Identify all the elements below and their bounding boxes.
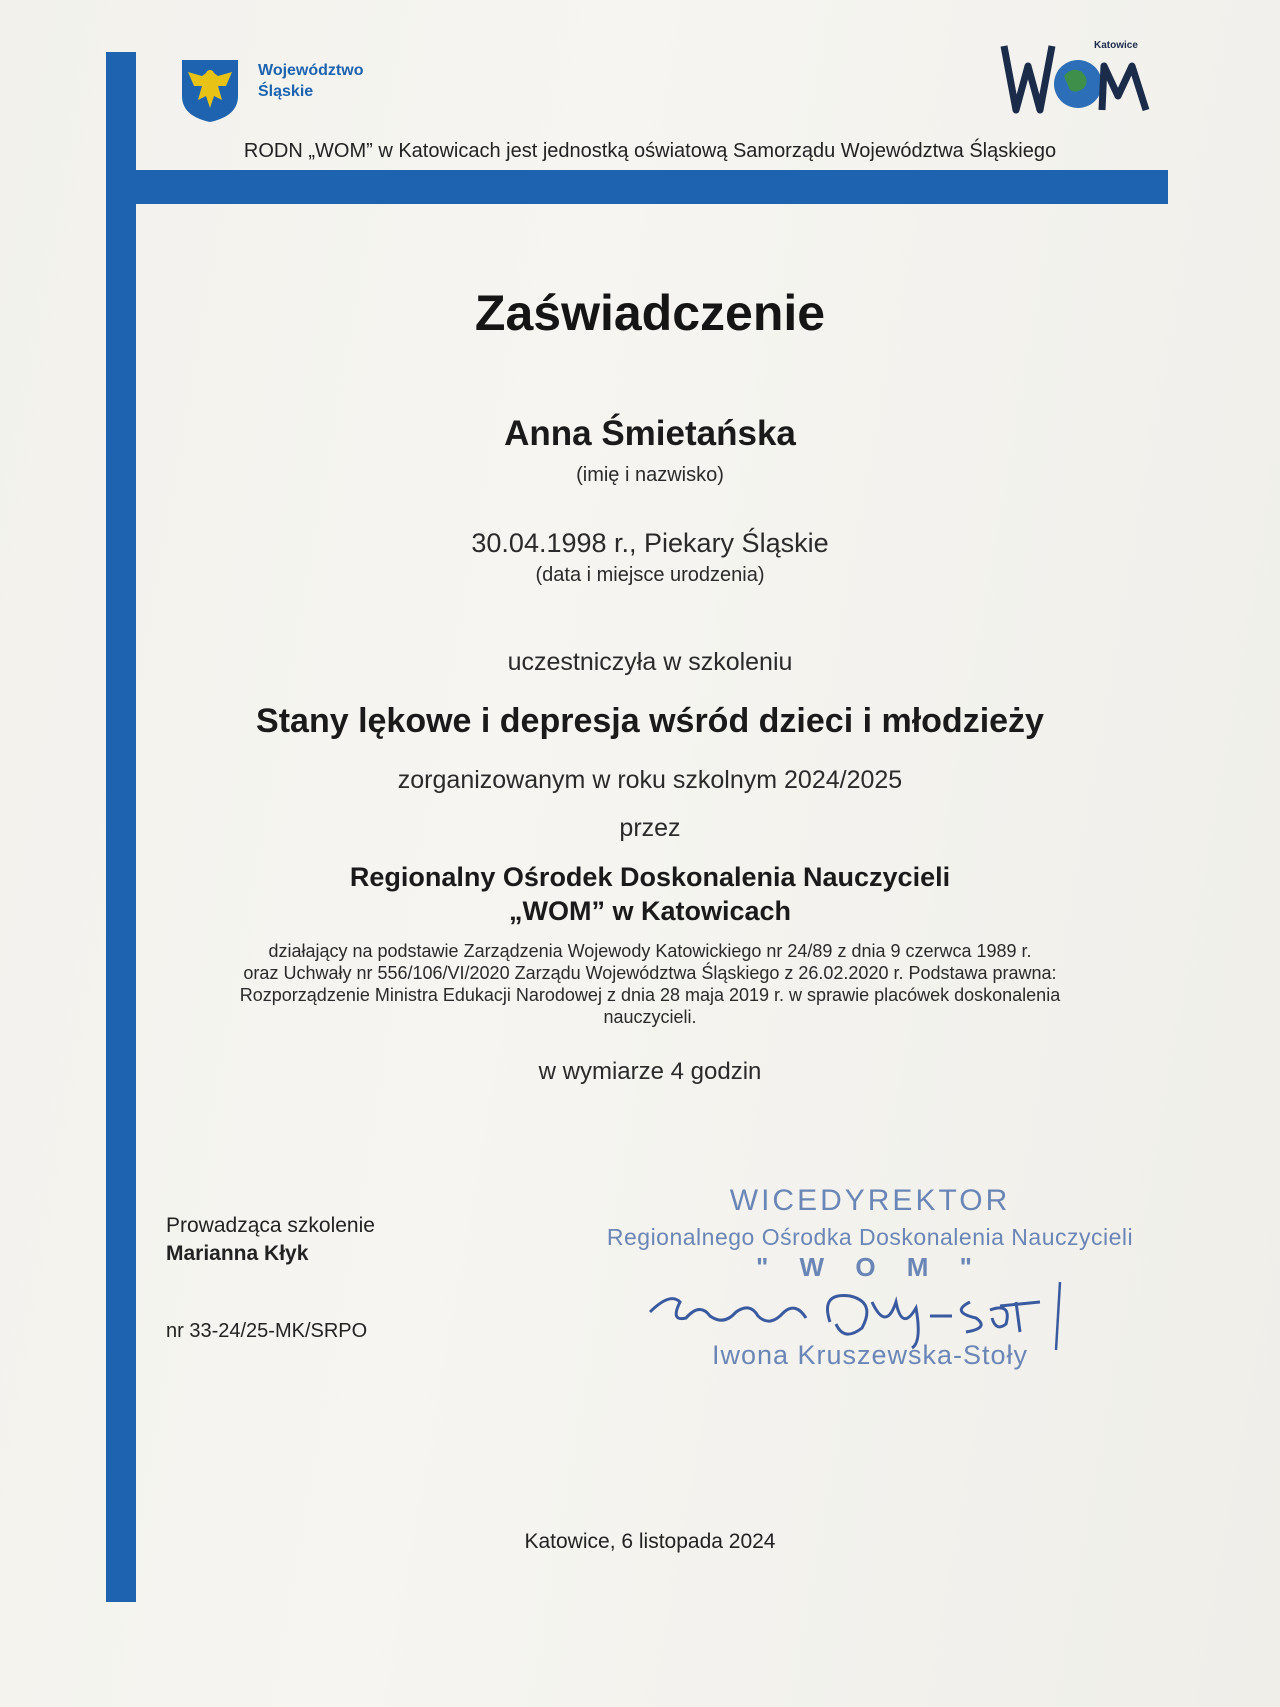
stamp-wom: " W O M "	[756, 1252, 984, 1282]
school-year-text: zorganizowanym w roku szkolnym 2024/2025	[397, 766, 903, 794]
document-number: nr 33-24/25-MK/SRPO	[166, 1320, 368, 1342]
participation-text: uczestniczyła w szkoleniu	[507, 648, 793, 676]
stamp-title: WICEDYREKTOR	[729, 1184, 1011, 1217]
certificate-title: Zaświadczenie	[474, 285, 826, 341]
hours-text: w wymiarze 4 godzin	[538, 1058, 762, 1085]
participant-name: Anna Śmietańska	[504, 414, 796, 453]
birth-info: 30.04.1998 r., Piekary Śląskie	[471, 528, 829, 558]
organization-line-1: Regionalny Ośrodek Doskonalenia Nauczycieli	[349, 862, 951, 892]
legal-line-4: nauczycieli.	[603, 1007, 697, 1027]
place-and-date: Katowice, 6 listopada 2024	[524, 1530, 776, 1553]
left-blue-bar	[106, 52, 136, 1602]
course-title: Stany lękowe i depresja wśród dzieci i młodzieży	[256, 702, 1044, 740]
legal-line-3: Rozporządzenie Ministra Edukacji Narodowej z dnia 28 maja 2019 r. w sprawie placówek doskonalenia	[239, 985, 1061, 1005]
name-caption: (imię i nazwisko)	[576, 464, 724, 486]
trainer-block	[166, 1212, 375, 1268]
trainer-name: Marianna Kłyk	[166, 1242, 309, 1265]
legal-line-2: oraz Uchwały nr 556/106/VI/2020 Zarządu Województwa Śląskiego z 26.02.2020 r. Podstawa prawna:	[243, 963, 1057, 983]
trainer-label: Prowadząca szkolenie	[166, 1214, 375, 1237]
region-line-2: Śląskie	[258, 83, 314, 100]
legal-basis	[150, 940, 1150, 1028]
by-text: przez	[619, 814, 681, 842]
stamp-signatory-name: Iwona Kruszewska-Stoły	[711, 1340, 1029, 1370]
birth-caption: (data i miejsce urodzenia)	[535, 564, 765, 586]
silesia-coat-of-arms-icon	[178, 56, 242, 124]
header-institution-text: RODN „WOM” w Katowicach jest jednostką oświatową Samorządu Województwa Śląskiego	[243, 140, 1057, 162]
top-blue-bar	[106, 170, 1168, 204]
organization-line-2: „WOM” w Katowicach	[508, 896, 792, 926]
legal-line-1: działający na podstawie Zarządzenia Wojewody Katowickiego nr 24/89 z dnia 9 czerwca 1989 r.	[268, 941, 1032, 961]
wom-city-label: Katowice	[1094, 40, 1138, 51]
stamp-institution: Regionalnego Ośrodka Doskonalenia Nauczycieli	[606, 1224, 1134, 1250]
region-line-1: Województwo	[258, 62, 364, 79]
region-name	[258, 60, 363, 102]
